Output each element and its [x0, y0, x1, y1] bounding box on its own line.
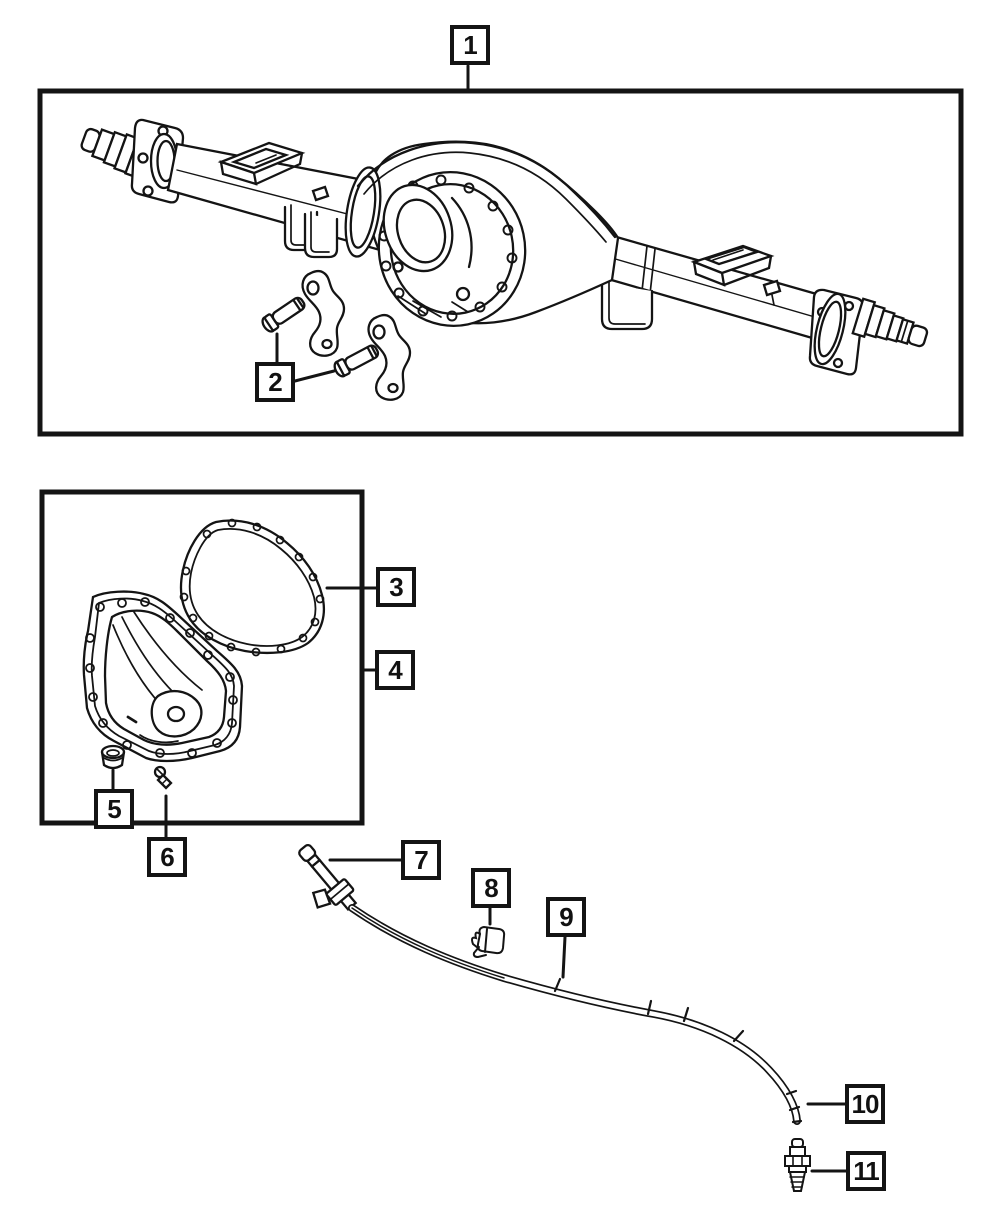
- hose-end: [793, 1121, 801, 1122]
- callout-label-1: 1: [463, 30, 477, 60]
- leader-9: [563, 937, 565, 977]
- callout-box-6[interactable]: [147, 837, 187, 877]
- callout-label-2: 2: [268, 367, 282, 397]
- callout-label-6: 6: [160, 842, 174, 872]
- callout-box-9[interactable]: [546, 897, 586, 937]
- callout-label-11: 11: [853, 1156, 879, 1186]
- callout-label-9: 9: [559, 902, 573, 932]
- callout-box-3[interactable]: [376, 567, 416, 607]
- callout-label-8: 8: [484, 873, 498, 903]
- callout-box-10[interactable]: [845, 1084, 885, 1124]
- callout-box-7[interactable]: [401, 840, 441, 880]
- cover-bolt-drawing: [155, 767, 171, 788]
- callout-label-3: 3: [389, 572, 403, 602]
- axle-housing-drawing: [78, 120, 932, 375]
- callout-box-1[interactable]: [450, 25, 490, 65]
- vent-valve-drawing: [785, 1139, 810, 1191]
- fill-plug-drawing: [102, 746, 124, 768]
- callout-box-2[interactable]: [255, 362, 295, 402]
- callout-label-7: 7: [414, 845, 428, 875]
- callout-box-5[interactable]: [94, 789, 134, 829]
- gasket-drawing: [181, 520, 324, 656]
- callout-box-4[interactable]: [375, 650, 415, 690]
- callout-label-10: 10: [851, 1089, 879, 1119]
- callout-label-5: 5: [107, 794, 121, 824]
- vent-hose-drawing: [282, 840, 801, 1122]
- callout-box-8[interactable]: [471, 868, 511, 908]
- callout-box-11[interactable]: [846, 1151, 886, 1191]
- hose-clip-drawing: [472, 927, 504, 957]
- leader-2b: [295, 371, 334, 381]
- callout-label-4: 4: [388, 655, 402, 685]
